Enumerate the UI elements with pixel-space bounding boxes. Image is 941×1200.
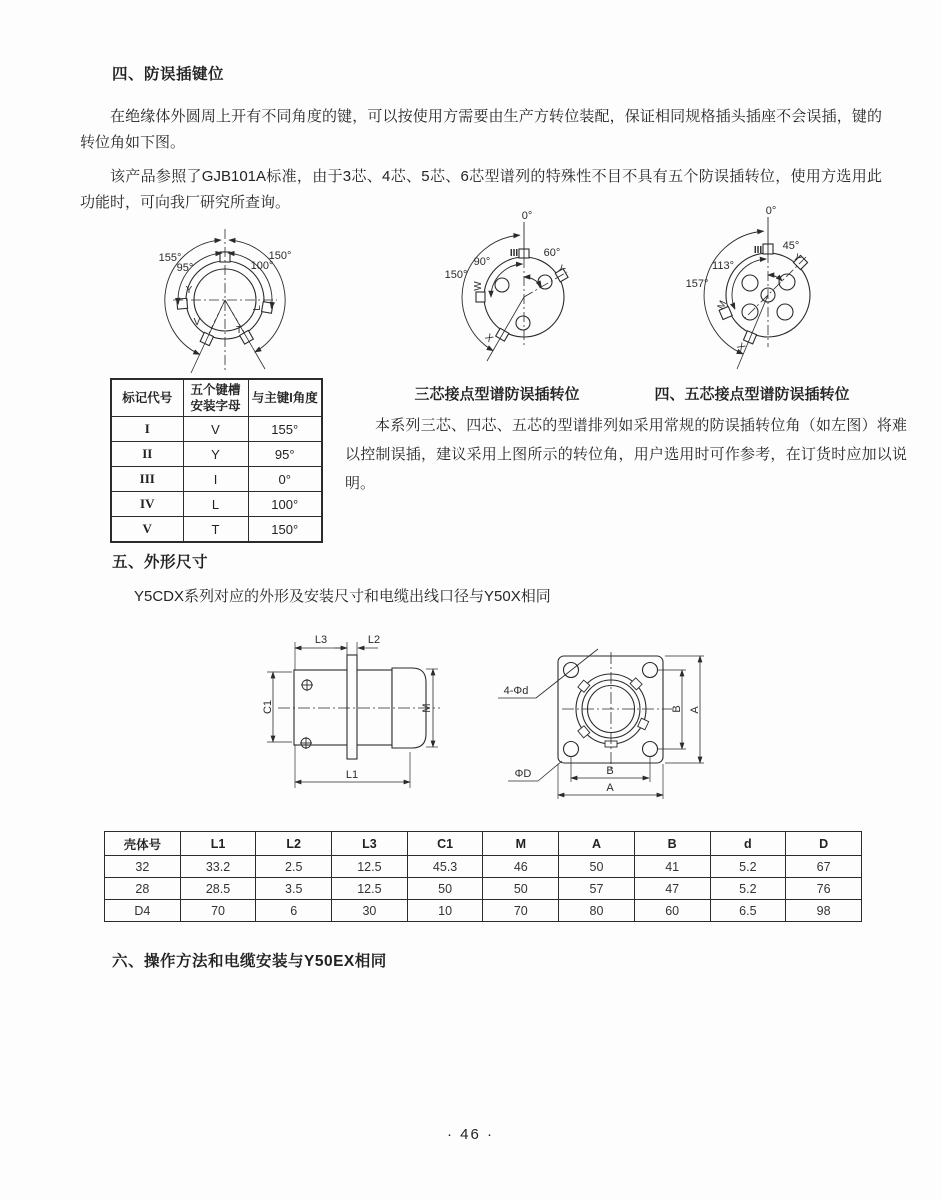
table-header-cell: B bbox=[634, 832, 710, 856]
table-header-cell: L1 bbox=[180, 832, 256, 856]
angle-label: 155° bbox=[158, 252, 182, 264]
keyway-letter: X bbox=[734, 341, 747, 354]
table-cell: T bbox=[183, 517, 248, 543]
section4-paragraph-3: 本系列三芯、四芯、五芯的型谱排列如采用常规的防误插转位角（如左图）将难以控制误插，建议采用上图所示的转位角，用户选用时可作参考，在订货时应加以说明。 bbox=[345, 417, 907, 492]
outline-dimension-drawings bbox=[240, 612, 740, 827]
dim-label-a-bottom: A bbox=[606, 782, 614, 794]
table-cell: 67 bbox=[786, 856, 862, 878]
table-cell: 2.5 bbox=[256, 856, 332, 878]
table-header-cell: M bbox=[483, 832, 559, 856]
table-cell: II bbox=[111, 442, 183, 467]
table-header-row bbox=[105, 832, 862, 856]
dim-label-l1: L1 bbox=[345, 769, 359, 781]
table-row bbox=[111, 517, 322, 543]
table-cell: 33.2 bbox=[180, 856, 256, 878]
table-cell: I bbox=[183, 467, 248, 492]
page-number: · 46 · bbox=[446, 1126, 494, 1143]
keyway-letter: L bbox=[252, 305, 263, 311]
table-cell: 28 bbox=[105, 878, 181, 900]
angle-label: 157° bbox=[685, 278, 709, 290]
dimension-table bbox=[104, 831, 862, 922]
swing-line bbox=[737, 295, 768, 369]
table-cell: 3.5 bbox=[256, 878, 332, 900]
table-row bbox=[111, 442, 322, 467]
table-cell: 6 bbox=[256, 900, 332, 922]
keyway-letter: T bbox=[235, 325, 243, 336]
table-header-cell: L2 bbox=[256, 832, 332, 856]
keyway-letter: V bbox=[193, 317, 201, 328]
dim-label-phi-D: ΦD bbox=[514, 768, 532, 780]
dim-label-l2: L2 bbox=[367, 634, 381, 646]
table-cell: 5.2 bbox=[710, 856, 786, 878]
table-row bbox=[111, 417, 322, 442]
contact-pins bbox=[495, 275, 552, 330]
table-cell: 98 bbox=[786, 900, 862, 922]
section4-paragraph-1: 在绝缘体外圆周上开有不同角度的键，可以按使用方需要由生产方转位装配，保证相同规格插头插座不会误插，键的转位角如下图。 bbox=[80, 108, 882, 151]
table-header-cell: 壳体号 bbox=[105, 832, 181, 856]
section5-note: Y5CDX系列对应的外形及安装尺寸和电缆出线口径与Y50X相同 bbox=[134, 588, 551, 605]
keyway-diagram-five-keys bbox=[100, 205, 360, 380]
center-lines bbox=[173, 229, 277, 373]
angle-label: 100° bbox=[250, 260, 274, 272]
table-cell: 95° bbox=[248, 442, 322, 467]
table-header-cell: A bbox=[559, 832, 635, 856]
table-cell: 57 bbox=[559, 878, 635, 900]
table-header-cell: d bbox=[710, 832, 786, 856]
section6-heading: 六、操作方法和电缆安装与Y50EX相同 bbox=[112, 953, 387, 970]
angle-label: 90° bbox=[473, 256, 491, 268]
table-cell: 47 bbox=[634, 878, 710, 900]
table-cell: 5.2 bbox=[710, 878, 786, 900]
table-cell: 76 bbox=[786, 878, 862, 900]
angle-label: 0° bbox=[765, 205, 777, 217]
angle-label: 60° bbox=[543, 247, 561, 259]
table-cell: 10 bbox=[407, 900, 483, 922]
keyway-letter: X bbox=[482, 332, 495, 345]
dim-label-l3: L3 bbox=[314, 634, 328, 646]
table-cell: 50 bbox=[483, 878, 559, 900]
bayonet-lugs bbox=[578, 678, 649, 747]
table-cell: 45.3 bbox=[407, 856, 483, 878]
keyway-diagram-three-core bbox=[430, 200, 650, 375]
keyway-diagram-four-five-core bbox=[670, 195, 905, 375]
angle-label: 150° bbox=[444, 269, 468, 281]
mounting-flange bbox=[347, 655, 357, 759]
table-cell: 6.5 bbox=[710, 900, 786, 922]
dim-label-4-phi-d: 4-Φd bbox=[503, 685, 529, 697]
angle-label: 0° bbox=[521, 210, 533, 222]
keyway-letter: Y bbox=[554, 263, 567, 276]
table-header-cell: D bbox=[786, 832, 862, 856]
table-cell: 12.5 bbox=[332, 878, 408, 900]
angle-label: 95° bbox=[176, 262, 194, 274]
angle-label: 113° bbox=[712, 260, 734, 272]
connector-body bbox=[294, 670, 392, 745]
table-cell: 60 bbox=[634, 900, 710, 922]
dimension-lines bbox=[558, 656, 700, 795]
flange-screw-holes bbox=[300, 679, 313, 749]
table-header-cell: C1 bbox=[407, 832, 483, 856]
table-cell: 30 bbox=[332, 900, 408, 922]
dim-label-c1: C1 bbox=[262, 699, 274, 715]
table-cell: 155° bbox=[248, 417, 322, 442]
keyway-letter: Y bbox=[790, 252, 803, 265]
table-cell: 80 bbox=[559, 900, 635, 922]
connector-side-view bbox=[267, 642, 440, 788]
table-cell: D4 bbox=[105, 900, 181, 922]
table-cell: I bbox=[111, 417, 183, 442]
table-cell: IV bbox=[111, 492, 183, 517]
table-cell: 46 bbox=[483, 856, 559, 878]
table-cell: V bbox=[111, 517, 183, 543]
caption-three-core: 三芯接点型谱防误插转位 bbox=[414, 386, 580, 403]
table-cell: 100° bbox=[248, 492, 322, 517]
section4-heading: 四、防误插键位 bbox=[112, 66, 225, 83]
dim-label-b-bottom: B bbox=[606, 765, 614, 777]
table-cell: III bbox=[111, 467, 183, 492]
table-header-cell: 五个键槽安装字母 bbox=[183, 379, 248, 417]
table-cell: Y bbox=[183, 442, 248, 467]
table-cell: 150° bbox=[248, 517, 322, 543]
key-position-table bbox=[110, 378, 323, 543]
table-cell: 70 bbox=[180, 900, 256, 922]
table-cell: 41 bbox=[634, 856, 710, 878]
keyway-letter: Y bbox=[185, 285, 193, 296]
table-cell: 70 bbox=[483, 900, 559, 922]
table-cell: V bbox=[183, 417, 248, 442]
angle-label: 45° bbox=[782, 240, 800, 252]
table-header-cell: 标记代号 bbox=[111, 379, 183, 417]
keyway-letter: W bbox=[473, 281, 484, 291]
table-header-cell: L3 bbox=[332, 832, 408, 856]
table-cell: 12.5 bbox=[332, 856, 408, 878]
main-key-mark: III bbox=[753, 245, 763, 256]
dim-label-a-right: A bbox=[689, 706, 701, 714]
section5-heading: 五、外形尺寸 bbox=[112, 554, 209, 571]
main-key-mark: III bbox=[509, 248, 519, 259]
table-row bbox=[111, 492, 322, 517]
table-cell: 0° bbox=[248, 467, 322, 492]
angle-label: 150° bbox=[268, 250, 292, 262]
keyway-letter: M bbox=[715, 299, 730, 312]
caption-four-five-core: 四、五芯接点型谱防误插转位 bbox=[654, 386, 850, 403]
table-row bbox=[111, 467, 322, 492]
table-cell: 50 bbox=[559, 856, 635, 878]
dim-label-m: M bbox=[421, 703, 433, 713]
table-row bbox=[105, 878, 862, 900]
table-row bbox=[105, 900, 862, 922]
dim-label-b-right: B bbox=[671, 705, 683, 713]
section4-paragraph-2: 该产品参照了GJB101A标准，由于3芯、4芯、5芯、6芯型谱列的特殊性不目不具有五个防误插转位，使用方选用此功能时，可向我厂研究所查询。 bbox=[80, 168, 882, 211]
table-cell: L bbox=[183, 492, 248, 517]
table-header-cell: 与主键I角度 bbox=[248, 379, 322, 417]
table-cell: 32 bbox=[105, 856, 181, 878]
table-cell: 50 bbox=[407, 878, 483, 900]
table-row bbox=[105, 856, 862, 878]
table-cell: 28.5 bbox=[180, 878, 256, 900]
